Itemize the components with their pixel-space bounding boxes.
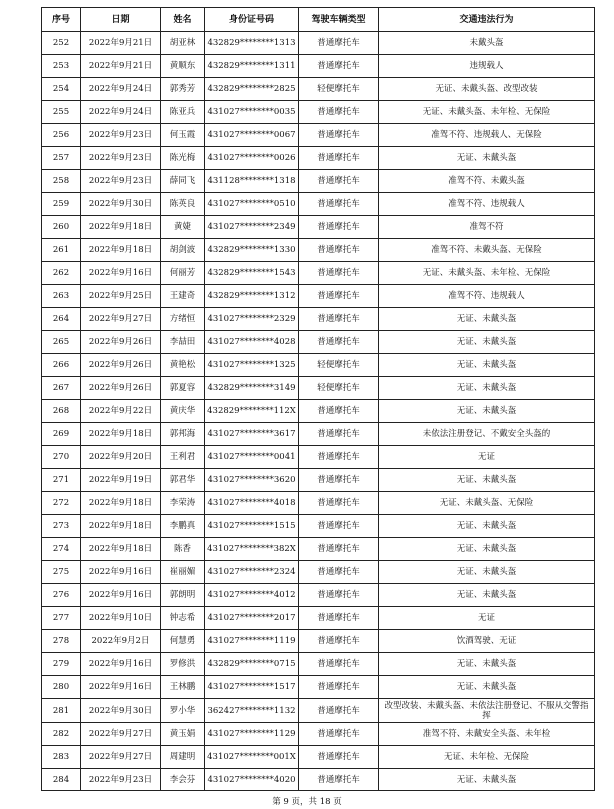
cell-id: 432829********112X bbox=[205, 400, 299, 423]
cell-id: 431027********4020 bbox=[205, 769, 299, 791]
cell-name: 郭秀芳 bbox=[161, 78, 205, 101]
cell-violation: 无证、未戴头盔、未年检、无保险 bbox=[379, 101, 595, 124]
cell-name: 何丽芳 bbox=[161, 262, 205, 285]
cell-name: 郭君华 bbox=[161, 469, 205, 492]
cell-date: 2022年9月18日 bbox=[81, 423, 161, 446]
cell-vehicle: 普通摩托车 bbox=[299, 193, 379, 216]
cell-seq: 270 bbox=[42, 446, 81, 469]
cell-name: 李喆田 bbox=[161, 331, 205, 354]
cell-violation: 改型改装、未戴头盔、未依法注册登记、不服从交警指挥 bbox=[379, 699, 595, 723]
cell-date: 2022年9月25日 bbox=[81, 285, 161, 308]
cell-id: 431027********2324 bbox=[205, 561, 299, 584]
cell-vehicle: 普通摩托车 bbox=[299, 653, 379, 676]
cell-id: 431027********2329 bbox=[205, 308, 299, 331]
cell-violation: 未依法注册登记、不戴安全头盔的 bbox=[379, 423, 595, 446]
table-row bbox=[42, 469, 595, 492]
cell-date: 2022年9月27日 bbox=[81, 308, 161, 331]
cell-violation: 准驾不符、违规载人 bbox=[379, 285, 595, 308]
cell-id: 432829********1313 bbox=[205, 32, 299, 55]
cell-vehicle: 普通摩托车 bbox=[299, 170, 379, 193]
cell-name: 何玉霞 bbox=[161, 124, 205, 147]
cell-vehicle: 普通摩托车 bbox=[299, 492, 379, 515]
cell-violation: 无证、未戴头盔 bbox=[379, 331, 595, 354]
cell-seq: 253 bbox=[42, 55, 81, 78]
cell-name: 陈光梅 bbox=[161, 147, 205, 170]
table-row bbox=[42, 32, 595, 55]
table-row bbox=[42, 769, 595, 791]
cell-name: 崔丽媚 bbox=[161, 561, 205, 584]
cell-name: 黄艳松 bbox=[161, 354, 205, 377]
cell-violation: 无证、未年检、无保险 bbox=[379, 746, 595, 769]
cell-name: 李荣涛 bbox=[161, 492, 205, 515]
cell-name: 陈香 bbox=[161, 538, 205, 561]
cell-id: 431027********1517 bbox=[205, 676, 299, 699]
cell-seq: 267 bbox=[42, 377, 81, 400]
cell-date: 2022年9月23日 bbox=[81, 170, 161, 193]
cell-vehicle: 普通摩托车 bbox=[299, 32, 379, 55]
cell-date: 2022年9月2日 bbox=[81, 630, 161, 653]
cell-id: 431027********1129 bbox=[205, 723, 299, 746]
table-row bbox=[42, 285, 595, 308]
cell-violation: 无证、未戴头盔 bbox=[379, 515, 595, 538]
cell-seq: 258 bbox=[42, 170, 81, 193]
cell-violation: 无证 bbox=[379, 446, 595, 469]
cell-seq: 265 bbox=[42, 331, 81, 354]
cell-violation: 无证、未戴头盔、未年检、无保险 bbox=[379, 262, 595, 285]
violations-table bbox=[41, 7, 595, 791]
cell-vehicle: 普通摩托车 bbox=[299, 769, 379, 791]
table-row bbox=[42, 124, 595, 147]
cell-seq: 274 bbox=[42, 538, 81, 561]
cell-id: 432829********1311 bbox=[205, 55, 299, 78]
cell-vehicle: 轻便摩托车 bbox=[299, 354, 379, 377]
cell-violation: 无证 bbox=[379, 607, 595, 630]
table-row bbox=[42, 216, 595, 239]
cell-vehicle: 普通摩托车 bbox=[299, 699, 379, 723]
cell-date: 2022年9月22日 bbox=[81, 400, 161, 423]
cell-violation: 无证、未戴头盔、无保险 bbox=[379, 492, 595, 515]
cell-seq: 257 bbox=[42, 147, 81, 170]
table-row bbox=[42, 423, 595, 446]
cell-id: 431027********382X bbox=[205, 538, 299, 561]
cell-id: 432829********2825 bbox=[205, 78, 299, 101]
cell-violation: 准驾不符 bbox=[379, 216, 595, 239]
cell-vehicle: 普通摩托车 bbox=[299, 469, 379, 492]
cell-name: 黄玉娟 bbox=[161, 723, 205, 746]
table-row bbox=[42, 746, 595, 769]
cell-id: 431027********2349 bbox=[205, 216, 299, 239]
cell-date: 2022年9月26日 bbox=[81, 354, 161, 377]
cell-date: 2022年9月27日 bbox=[81, 746, 161, 769]
cell-id: 431027********4012 bbox=[205, 584, 299, 607]
cell-date: 2022年9月23日 bbox=[81, 769, 161, 791]
cell-violation: 无证、未戴头盔 bbox=[379, 377, 595, 400]
cell-violation: 无证、未戴头盔 bbox=[379, 538, 595, 561]
cell-seq: 280 bbox=[42, 676, 81, 699]
cell-violation: 无证、未戴头盔 bbox=[379, 769, 595, 791]
table-row bbox=[42, 400, 595, 423]
cell-vehicle: 普通摩托车 bbox=[299, 239, 379, 262]
cell-name: 王利君 bbox=[161, 446, 205, 469]
cell-name: 周建明 bbox=[161, 746, 205, 769]
cell-date: 2022年9月20日 bbox=[81, 446, 161, 469]
cell-name: 薛同飞 bbox=[161, 170, 205, 193]
cell-id: 431027********0041 bbox=[205, 446, 299, 469]
cell-name: 郭朗明 bbox=[161, 584, 205, 607]
cell-vehicle: 普通摩托车 bbox=[299, 515, 379, 538]
cell-violation: 无证、未戴头盔 bbox=[379, 469, 595, 492]
cell-seq: 279 bbox=[42, 653, 81, 676]
cell-id: 431027********1325 bbox=[205, 354, 299, 377]
cell-vehicle: 普通摩托车 bbox=[299, 285, 379, 308]
table-row bbox=[42, 331, 595, 354]
cell-name: 胡亚林 bbox=[161, 32, 205, 55]
cell-date: 2022年9月21日 bbox=[81, 55, 161, 78]
cell-vehicle: 普通摩托车 bbox=[299, 423, 379, 446]
cell-violation: 无证、未戴头盔 bbox=[379, 584, 595, 607]
cell-vehicle: 普通摩托车 bbox=[299, 676, 379, 699]
table-row bbox=[42, 561, 595, 584]
cell-violation: 未戴头盔 bbox=[379, 32, 595, 55]
cell-seq: 268 bbox=[42, 400, 81, 423]
cell-seq: 276 bbox=[42, 584, 81, 607]
cell-violation: 准驾不符、未戴安全头盔、未年检 bbox=[379, 723, 595, 746]
cell-violation: 无证、未戴头盔、改型改装 bbox=[379, 78, 595, 101]
table-row bbox=[42, 78, 595, 101]
cell-seq: 283 bbox=[42, 746, 81, 769]
cell-vehicle: 普通摩托车 bbox=[299, 124, 379, 147]
cell-seq: 254 bbox=[42, 78, 81, 101]
cell-id: 431027********0026 bbox=[205, 147, 299, 170]
cell-id: 431027********1515 bbox=[205, 515, 299, 538]
header-violation: 交通违法行为 bbox=[379, 8, 595, 32]
cell-vehicle: 普通摩托车 bbox=[299, 584, 379, 607]
table-row bbox=[42, 354, 595, 377]
cell-vehicle: 普通摩托车 bbox=[299, 216, 379, 239]
cell-vehicle: 普通摩托车 bbox=[299, 262, 379, 285]
cell-id: 431027********3617 bbox=[205, 423, 299, 446]
cell-id: 432829********1543 bbox=[205, 262, 299, 285]
cell-date: 2022年9月16日 bbox=[81, 561, 161, 584]
table-row bbox=[42, 607, 595, 630]
cell-seq: 284 bbox=[42, 769, 81, 791]
cell-vehicle: 普通摩托车 bbox=[299, 308, 379, 331]
cell-date: 2022年9月26日 bbox=[81, 331, 161, 354]
cell-name: 黄庆华 bbox=[161, 400, 205, 423]
cell-name: 郭邦海 bbox=[161, 423, 205, 446]
table-row bbox=[42, 653, 595, 676]
cell-violation: 无证、未戴头盔 bbox=[379, 400, 595, 423]
cell-vehicle: 普通摩托车 bbox=[299, 561, 379, 584]
cell-id: 432829********3149 bbox=[205, 377, 299, 400]
cell-date: 2022年9月18日 bbox=[81, 538, 161, 561]
cell-name: 陈英良 bbox=[161, 193, 205, 216]
cell-name: 郭夏容 bbox=[161, 377, 205, 400]
cell-name: 何慧勇 bbox=[161, 630, 205, 653]
table-row bbox=[42, 676, 595, 699]
cell-vehicle: 普通摩托车 bbox=[299, 400, 379, 423]
cell-id: 362427********1132 bbox=[205, 699, 299, 723]
table-header-row bbox=[42, 8, 595, 32]
header-seq: 序号 bbox=[42, 8, 81, 32]
table-row bbox=[42, 446, 595, 469]
cell-seq: 262 bbox=[42, 262, 81, 285]
cell-date: 2022年9月18日 bbox=[81, 239, 161, 262]
cell-name: 罗小华 bbox=[161, 699, 205, 723]
cell-violation: 准驾不符、未戴头盔 bbox=[379, 170, 595, 193]
cell-seq: 272 bbox=[42, 492, 81, 515]
cell-id: 432829********0715 bbox=[205, 653, 299, 676]
cell-seq: 266 bbox=[42, 354, 81, 377]
cell-date: 2022年9月30日 bbox=[81, 193, 161, 216]
cell-date: 2022年9月16日 bbox=[81, 584, 161, 607]
header-date: 日期 bbox=[81, 8, 161, 32]
cell-seq: 256 bbox=[42, 124, 81, 147]
cell-violation: 无证、未戴头盔 bbox=[379, 676, 595, 699]
cell-vehicle: 普通摩托车 bbox=[299, 723, 379, 746]
cell-vehicle: 普通摩托车 bbox=[299, 446, 379, 469]
page-footer: 第 9 页，共 18 页 bbox=[272, 797, 342, 807]
cell-id: 432829********1312 bbox=[205, 285, 299, 308]
cell-id: 431027********4018 bbox=[205, 492, 299, 515]
cell-name: 王林鹏 bbox=[161, 676, 205, 699]
cell-seq: 264 bbox=[42, 308, 81, 331]
cell-seq: 263 bbox=[42, 285, 81, 308]
cell-seq: 278 bbox=[42, 630, 81, 653]
cell-id: 431027********0510 bbox=[205, 193, 299, 216]
cell-date: 2022年9月30日 bbox=[81, 699, 161, 723]
cell-violation: 无证、未戴头盔 bbox=[379, 354, 595, 377]
cell-id: 431027********0035 bbox=[205, 101, 299, 124]
cell-vehicle: 普通摩托车 bbox=[299, 630, 379, 653]
cell-date: 2022年9月18日 bbox=[81, 492, 161, 515]
cell-name: 黄顺东 bbox=[161, 55, 205, 78]
cell-date: 2022年9月16日 bbox=[81, 262, 161, 285]
table-row bbox=[42, 101, 595, 124]
cell-seq: 252 bbox=[42, 32, 81, 55]
cell-id: 431128********1318 bbox=[205, 170, 299, 193]
cell-date: 2022年9月26日 bbox=[81, 377, 161, 400]
cell-name: 黄婕 bbox=[161, 216, 205, 239]
cell-date: 2022年9月21日 bbox=[81, 32, 161, 55]
table-row bbox=[42, 538, 595, 561]
cell-name: 李会芬 bbox=[161, 769, 205, 791]
cell-seq: 273 bbox=[42, 515, 81, 538]
cell-date: 2022年9月10日 bbox=[81, 607, 161, 630]
cell-seq: 269 bbox=[42, 423, 81, 446]
cell-id: 432829********1330 bbox=[205, 239, 299, 262]
table-row bbox=[42, 147, 595, 170]
cell-seq: 271 bbox=[42, 469, 81, 492]
header-id: 身份证号码 bbox=[205, 8, 299, 32]
cell-seq: 277 bbox=[42, 607, 81, 630]
cell-id: 431027********1119 bbox=[205, 630, 299, 653]
table-row bbox=[42, 584, 595, 607]
cell-violation: 无证、未戴头盔 bbox=[379, 561, 595, 584]
table-row bbox=[42, 193, 595, 216]
cell-violation: 无证、未戴头盔 bbox=[379, 308, 595, 331]
cell-name: 罗修洪 bbox=[161, 653, 205, 676]
cell-date: 2022年9月19日 bbox=[81, 469, 161, 492]
cell-vehicle: 普通摩托车 bbox=[299, 607, 379, 630]
cell-vehicle: 普通摩托车 bbox=[299, 331, 379, 354]
cell-id: 431027********001X bbox=[205, 746, 299, 769]
table-row bbox=[42, 55, 595, 78]
table-row bbox=[42, 262, 595, 285]
cell-seq: 275 bbox=[42, 561, 81, 584]
cell-date: 2022年9月23日 bbox=[81, 147, 161, 170]
header-vehicle: 驾驶车辆类型 bbox=[299, 8, 379, 32]
cell-violation: 无证、未戴头盔 bbox=[379, 653, 595, 676]
cell-date: 2022年9月18日 bbox=[81, 515, 161, 538]
cell-violation: 违规载人 bbox=[379, 55, 595, 78]
cell-vehicle: 轻便摩托车 bbox=[299, 377, 379, 400]
cell-name: 钟志希 bbox=[161, 607, 205, 630]
cell-vehicle: 普通摩托车 bbox=[299, 101, 379, 124]
header-name: 姓名 bbox=[161, 8, 205, 32]
cell-seq: 259 bbox=[42, 193, 81, 216]
cell-date: 2022年9月16日 bbox=[81, 676, 161, 699]
table-row bbox=[42, 492, 595, 515]
cell-violation: 准驾不符、违规载人、无保险 bbox=[379, 124, 595, 147]
cell-name: 胡剑波 bbox=[161, 239, 205, 262]
cell-vehicle: 普通摩托车 bbox=[299, 538, 379, 561]
cell-id: 431027********2017 bbox=[205, 607, 299, 630]
cell-name: 陈亚兵 bbox=[161, 101, 205, 124]
cell-vehicle: 普通摩托车 bbox=[299, 55, 379, 78]
cell-date: 2022年9月24日 bbox=[81, 78, 161, 101]
table-row bbox=[42, 308, 595, 331]
cell-violation: 准驾不符、违规载人 bbox=[379, 193, 595, 216]
table-row bbox=[42, 377, 595, 400]
table-row bbox=[42, 239, 595, 262]
cell-violation: 饮酒驾驶、无证 bbox=[379, 630, 595, 653]
cell-id: 431027********3620 bbox=[205, 469, 299, 492]
table-row bbox=[42, 170, 595, 193]
cell-id: 431027********4028 bbox=[205, 331, 299, 354]
cell-date: 2022年9月16日 bbox=[81, 653, 161, 676]
table-row bbox=[42, 630, 595, 653]
table-row bbox=[42, 515, 595, 538]
cell-violation: 准驾不符、未戴头盔、无保险 bbox=[379, 239, 595, 262]
cell-date: 2022年9月24日 bbox=[81, 101, 161, 124]
cell-seq: 255 bbox=[42, 101, 81, 124]
cell-id: 431027********0067 bbox=[205, 124, 299, 147]
cell-date: 2022年9月27日 bbox=[81, 723, 161, 746]
cell-vehicle: 普通摩托车 bbox=[299, 147, 379, 170]
cell-date: 2022年9月18日 bbox=[81, 216, 161, 239]
table-row bbox=[42, 723, 595, 746]
cell-seq: 260 bbox=[42, 216, 81, 239]
cell-vehicle: 轻便摩托车 bbox=[299, 78, 379, 101]
table-row bbox=[42, 699, 595, 723]
cell-name: 李鹏真 bbox=[161, 515, 205, 538]
cell-seq: 281 bbox=[42, 699, 81, 723]
cell-seq: 282 bbox=[42, 723, 81, 746]
cell-name: 方绪恒 bbox=[161, 308, 205, 331]
cell-seq: 261 bbox=[42, 239, 81, 262]
cell-vehicle: 普通摩托车 bbox=[299, 746, 379, 769]
cell-violation: 无证、未戴头盔 bbox=[379, 147, 595, 170]
cell-name: 王建奇 bbox=[161, 285, 205, 308]
cell-date: 2022年9月23日 bbox=[81, 124, 161, 147]
